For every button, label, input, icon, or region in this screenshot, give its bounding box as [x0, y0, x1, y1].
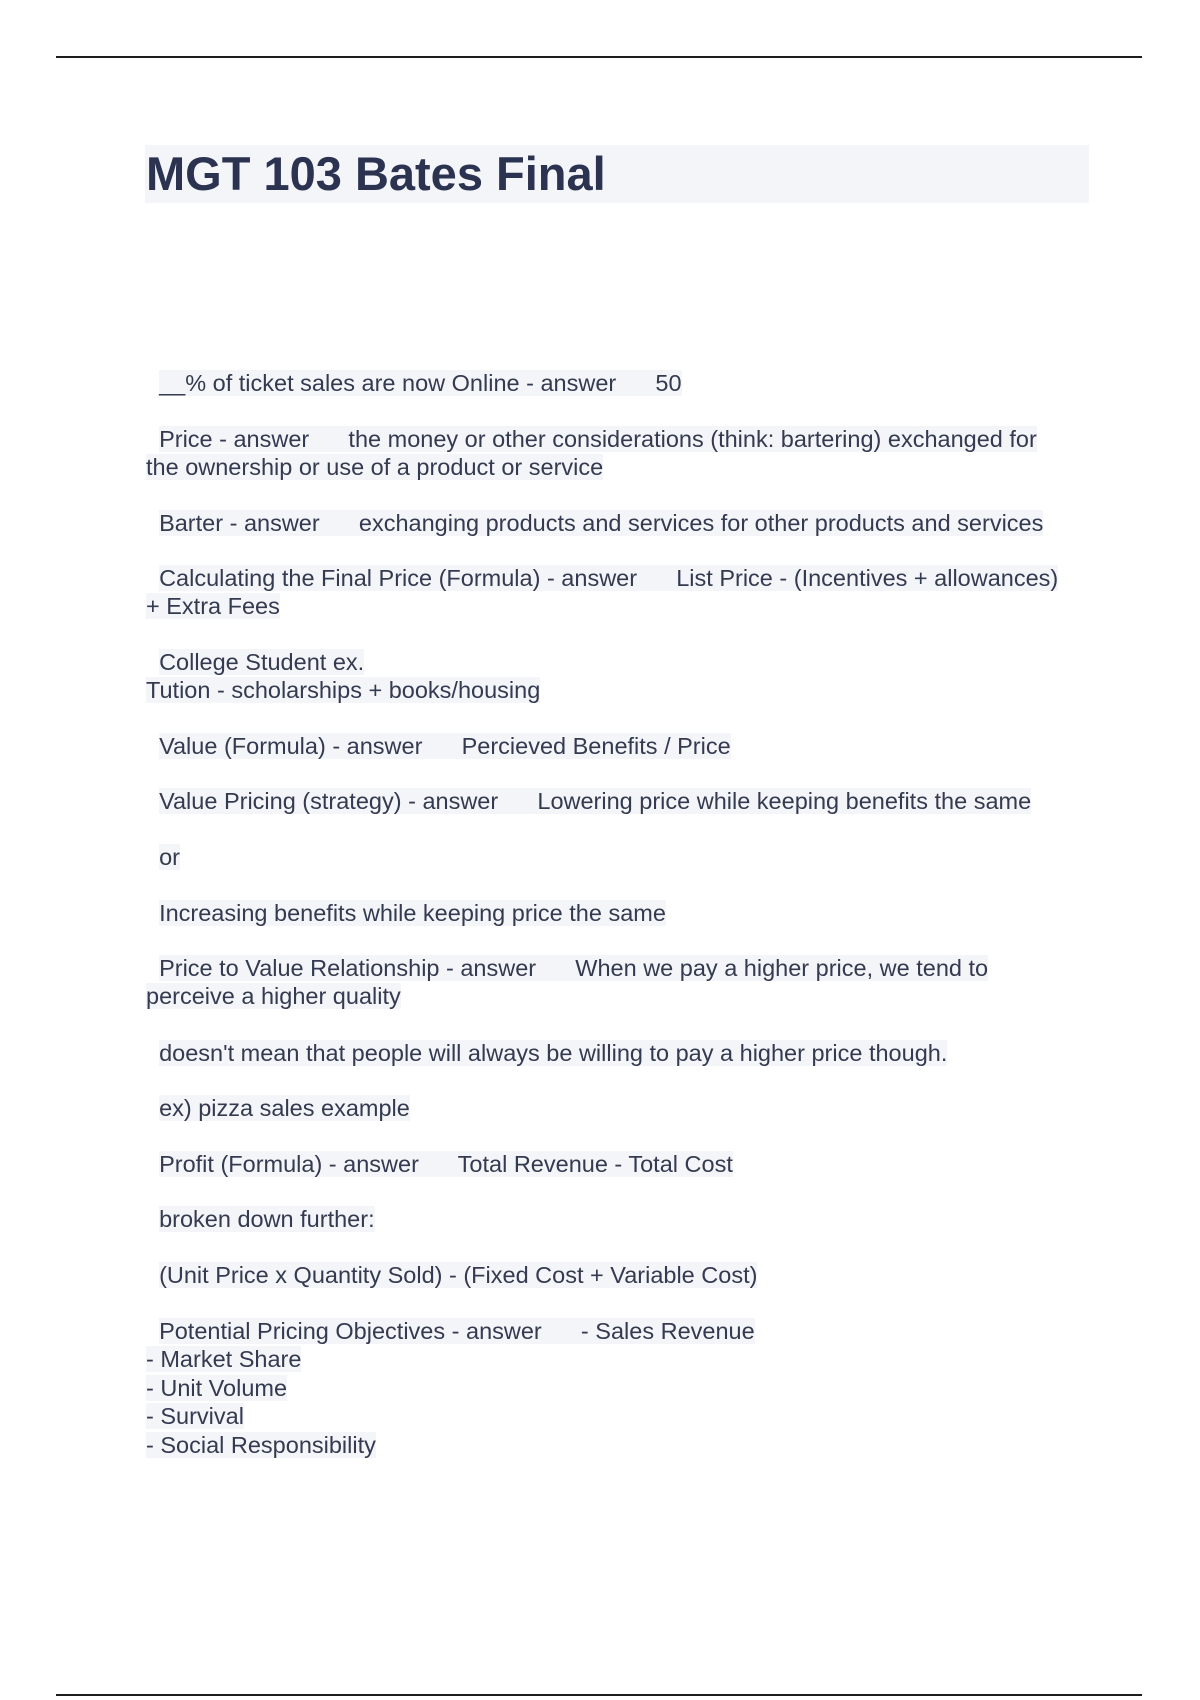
entry-price	[146, 396, 1037, 482]
entry-value-formula	[146, 703, 731, 760]
entry-line: perceive a higher quality	[146, 983, 401, 1009]
entry-line: Barter - answer exchanging products and services for other products and services	[159, 509, 1044, 536]
entry-college-student	[146, 619, 540, 705]
entry-line: Calculating the Final Price (Formula) - answer List Price - (Incentives + allowances)	[159, 564, 1059, 591]
entry-or	[146, 814, 180, 871]
page-title: MGT 103 Bates Final	[146, 147, 606, 200]
entry-line: __% of ticket sales are now Online - answer 50	[159, 369, 682, 396]
entry-line: + Extra Fees	[146, 593, 280, 619]
entry-line: Value Pricing (strategy) - answer Lowering price while keeping benefits the same	[159, 787, 1032, 814]
entry-pizza-example	[146, 1065, 410, 1122]
entry-line: College Student ex.	[159, 648, 365, 675]
top-rule	[56, 56, 1142, 58]
entry-final-price	[146, 535, 1058, 621]
entry-line: Profit (Formula) - answer Total Revenue - Total Cost	[159, 1150, 733, 1177]
bottom-rule	[56, 1694, 1142, 1696]
entry-line: Value (Formula) - answer Percieved Benefits / Price	[159, 732, 731, 759]
entry-line: Price to Value Relationship - answer When we pay a higher price, we tend to	[159, 954, 989, 981]
entry-profit-formula	[146, 1121, 733, 1178]
entry-line: Potential Pricing Objectives - answer - Sales Revenue	[159, 1317, 755, 1344]
entry-line: broken down further:	[159, 1205, 375, 1232]
entry-line: or	[159, 843, 180, 870]
entry-ticket-sales	[146, 340, 682, 397]
entry-line: - Market Share	[146, 1346, 302, 1372]
entry-line: ex) pizza sales example	[159, 1094, 410, 1121]
entry-line: Price - answer the money or other considerations (think: bartering) exchanged for	[159, 425, 1037, 452]
entry-broken-down	[146, 1176, 375, 1233]
entry-line: the ownership or use of a product or service	[146, 454, 604, 480]
entry-line: doesn't mean that people will always be willing to pay a higher price though.	[159, 1039, 948, 1066]
entry-price-value-relationship	[146, 925, 988, 1011]
entry-value-pricing	[146, 758, 1031, 815]
entry-line: Tution - scholarships + books/housing	[146, 677, 541, 703]
entry-increasing-benefits	[146, 870, 666, 927]
entry-line: - Unit Volume	[146, 1374, 288, 1401]
entry-barter	[146, 480, 1043, 537]
entry-line: - Survival	[146, 1403, 244, 1429]
entry-doesnt-mean	[146, 1010, 947, 1067]
entry-unit-price-formula	[146, 1232, 757, 1289]
entry-line: Increasing benefits while keeping price the same	[159, 899, 666, 926]
entry-line: - Social Responsibility	[146, 1431, 376, 1458]
entry-line: (Unit Price x Quantity Sold) - (Fixed Cost + Variable Cost)	[159, 1261, 758, 1288]
entry-pricing-objectives	[146, 1288, 755, 1459]
